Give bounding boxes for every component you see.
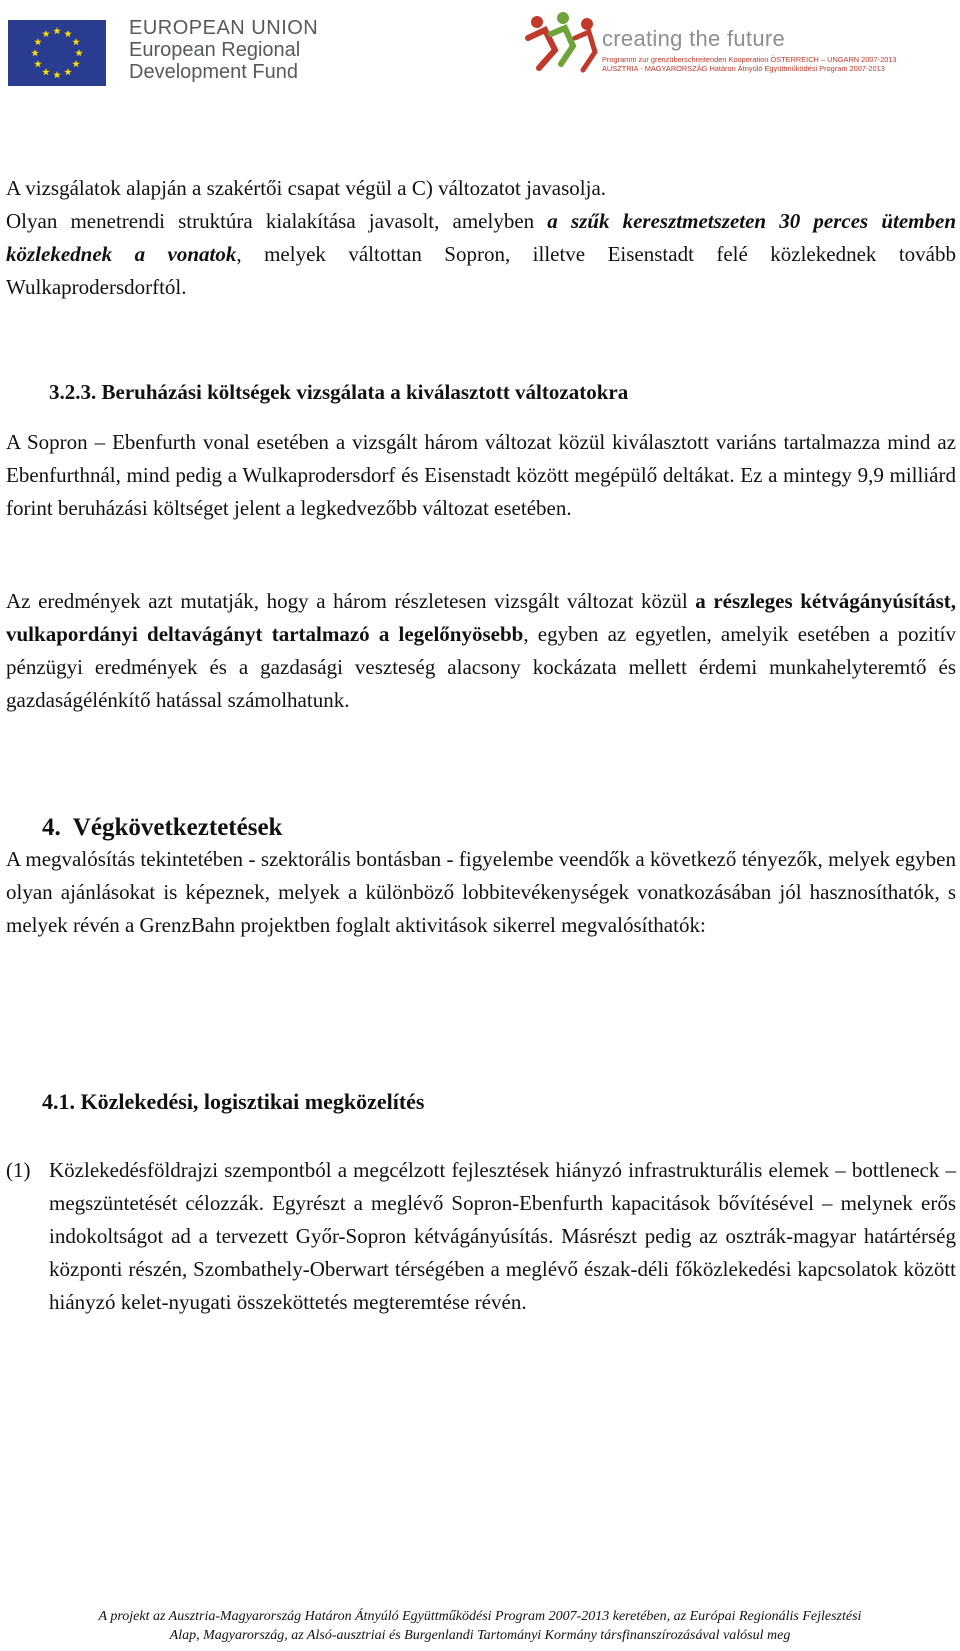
paragraph-body	[6, 585, 956, 717]
paragraph-body: A Sopron – Ebenfurth vonal esetében a vizsgált három változat közül kiválasztott variáns tartalmazza mind az Ebenfurthnál, mind pedig a Wulkaprodersdorf és Eisenstadt között megépülő deltákat. Ez a mintegy 9,9 milliárd forint beruházási költséget jelent a legkedvezőbb változat esetében.	[6, 430, 956, 520]
ctf-subtitle-1: Programm zur grenzüberschreitenden Kooperation ÖSTERREICH – UNGARN 2007-2013	[602, 55, 897, 64]
paragraph-recommendation	[6, 172, 956, 304]
footer-line-1: A projekt az Ausztria-Magyarország Határon Átnyúló Együttműködési Program 2007-2013 keretében, az Európai Regionális Fejlesztési	[98, 1609, 862, 1624]
paragraph-body: A megvalósítás tekintetében - szektorális bontásban - figyelembe veendők a következő tényezők, melyek egyben olyan ajánlásokat is képeznek, melyek a különböző lobbitevékenységek vonatkozásában jól hasznosíthatók, s melyek révén a GrenzBahn projektben foglalt aktivitások sikerrel megvalósíthatók:	[6, 847, 956, 937]
bold-text: a részleges kétvágányúsítást, vulkapordányi deltavágányt tartalmazó a legelőnyösebb	[6, 589, 956, 646]
footer-line-2: Alap, Magyarország, az Alsó-ausztriai és Burgenlandi Tartományi Kormány társfinanszírozásával valósul meg	[169, 1628, 791, 1643]
paragraph-costs	[6, 426, 956, 525]
emphasis-text: a szűk keresztmetszeten 30 perces ütemben közlekednek a vonatok	[6, 209, 957, 266]
text-run: Az eredmények azt mutatják, hogy a három részletesen vizsgált változat közül	[6, 589, 696, 613]
eu-line-1: EUROPEAN UNION	[129, 17, 319, 39]
section-heading-4: 4. Végkövetkeztetések	[42, 814, 283, 841]
eu-line-3: Development Fund	[129, 61, 298, 83]
paragraph-results	[6, 585, 956, 717]
paragraph-body	[6, 205, 956, 304]
text-run: Olyan menetrendi struktúra kialakítása javasolt, amelyben	[6, 209, 548, 233]
list-number: (1)	[6, 1158, 31, 1182]
creating-the-future-logo-icon	[525, 8, 600, 86]
paragraph-line: A vizsgálatok alapján a szakértői csapat végül a C) változatot javasolja.	[6, 176, 607, 200]
ctf-subtitle-2: AUSZTRIA - MAGYARORSZÁG Határon Átnyúló Együttműködési Program 2007-2013	[602, 64, 885, 73]
section-heading-4-1: 4.1. Közlekedési, logisztikai megközelítés	[42, 1089, 425, 1114]
section-heading-3-2-3: 3.2.3. Beruházási költségek vizsgálata a kiválasztott változatokra	[49, 380, 629, 404]
eu-fund-text	[129, 17, 318, 83]
text-run: , egyben az egyetlen, amelyik esetében a pozitív pénzügyi eredmények és a gazdasági veszteség alacsony kockázata mellett érdemi munkahelyteremtő és gazdaságélénkítő hatással számolhatunk.	[6, 622, 956, 712]
paragraph-conclusions	[6, 843, 956, 942]
list-item: Közlekedésföldrajzi szempontból a megcélzott fejlesztések hiányzó infrastrukturális elemek – bottleneck – megszüntetését célozzák. Egyrészt a meglévő Sopron-Ebenfurth kapacitások bővítésével – melynek erős indokoltságot ad a tervezett Győr-Sopron kétvágányúsítás. Másrészt pedig az osztrák-magyar határtérség központi részén, Szombathely-Oberwart térségében a meglévő észak-déli főközlekedési kapcsolatok között hiányzó kelet-nyugati összeköttetés megteremtése révén.	[49, 1158, 956, 1314]
eu-line-2: European Regional	[129, 39, 301, 61]
page-footer	[0, 1607, 960, 1645]
eu-flag-logo	[8, 20, 106, 86]
ctf-title: creating the future	[602, 26, 786, 51]
text-run: , melyek váltottan Sopron, illetve Eisenstadt felé közlekednek tovább Wulkaprodersdorftól.	[6, 242, 956, 299]
